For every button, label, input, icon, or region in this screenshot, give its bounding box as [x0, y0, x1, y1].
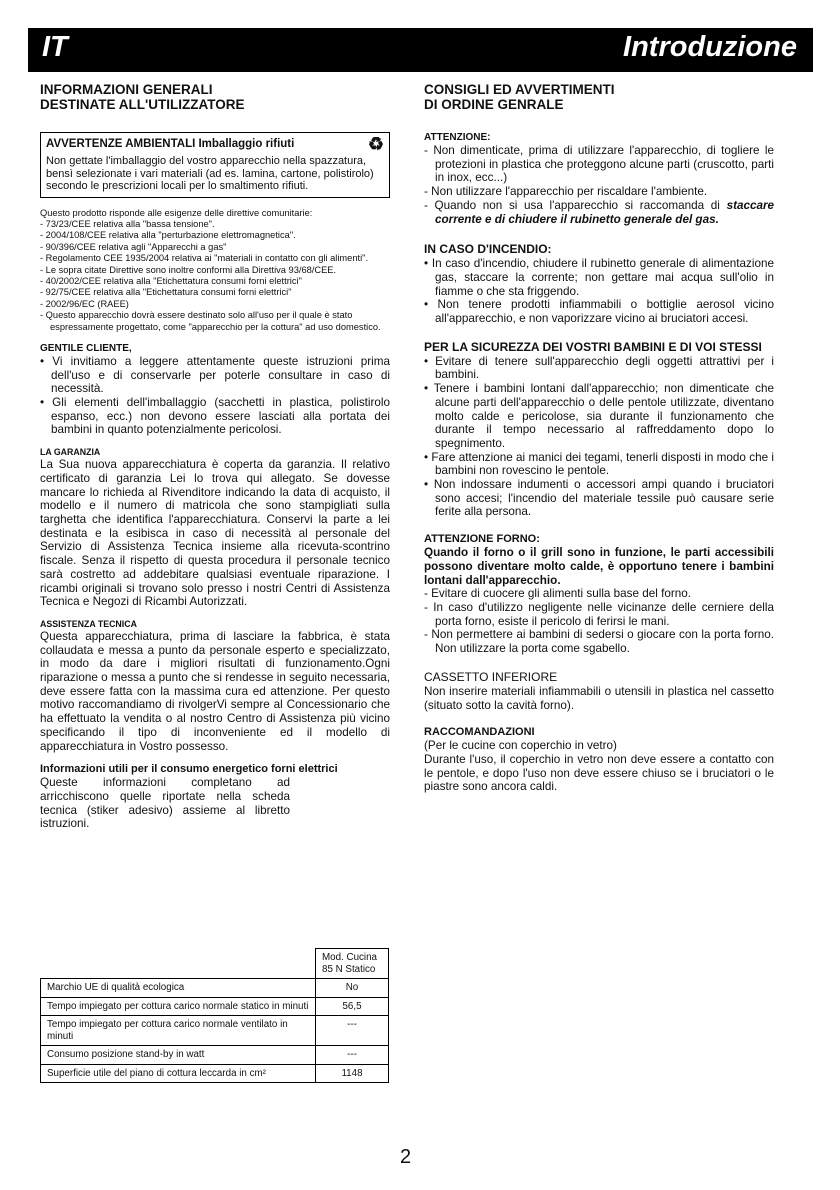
attenzione-list [424, 144, 774, 226]
directive-item: - 90/396/CEE relativa agli "Apparecchi a gas" [40, 241, 227, 252]
list-item: • Tenere i bambini lontani dall'apparecchio; non dimenticate che alcune parti dell'apparecchio o delle pentole utilizzate, diventano molto calde e pericolose, sia durante il funzionamento che durante il tempo necessario al raffreddamento dopo lo spegnimento. [424, 382, 774, 450]
directive-item: - 92/75/CEE relativa alla "Etichettatura consumi forni elettrici" [40, 287, 292, 298]
incendio-title: IN CASO D'INCENDIO: [424, 242, 552, 257]
cassetto-text: Non inserire materiali infiammabili o utensili in plastica nel cassetto (situato sotto la cavità forno). [424, 684, 774, 712]
table-cell-label: Consumo posizione stand-by in watt [41, 1046, 316, 1065]
directives-intro: Questo prodotto risponde alle esigenze delle direttive comunitarie: [40, 207, 313, 218]
left-heading-line1: INFORMAZIONI GENERALI [40, 82, 213, 97]
garanzia-title: LA GARANZIA [40, 447, 101, 458]
directive-item: - 2004/108/CEE relativa alla "perturbazione elettromagnetica". [40, 230, 296, 241]
forno-title: ATTENZIONE FORNO: [424, 533, 540, 546]
emphasis-text: staccare corrente e di chiudere il rubinetto generale del gas. [435, 198, 775, 226]
forno-list [424, 587, 774, 656]
assistenza-title: ASSISTENZA TECNICA [40, 618, 137, 629]
environment-warning-title: AVVERTENZE AMBIENTALI Imballaggio rifiuti [46, 138, 295, 150]
directive-item: - Regolamento CEE 1935/2004 relativa ai "materiali in contatto con gli alimenti". [40, 253, 369, 264]
table-cell-value: --- [316, 1016, 389, 1046]
list-item: • Gli elementi dell'imballaggio (sacchetti in plastica, polistirolo espanso, ecc.) non devono essere lasciati alla portata dei bambini in quanto potenzialmente pericolosi. [40, 396, 390, 437]
table-row [41, 1064, 389, 1083]
table-row [41, 979, 389, 998]
table-cell-value: No [316, 979, 389, 998]
page-header [28, 28, 813, 72]
left-column [40, 82, 390, 831]
directive-item: - Questo apparecchio dovrà essere destinato solo all'uso per il quale è stato espressamente progettato, come "apparecchio per la cottura" ad uso domestico. [40, 310, 381, 332]
left-heading [40, 82, 390, 112]
table-cell-label: Tempo impiegato per cottura carico normale statico in minuti [41, 997, 316, 1016]
directive-item: - 40/2002/CEE relativa alla "Etichettatura consumi forni elettrici" [40, 275, 302, 286]
energy-table [40, 948, 389, 1083]
raccomandazioni-title: RACCOMANDAZIONI [424, 726, 535, 739]
right-heading-line2: DI ORDINE GENRALE [424, 97, 564, 112]
list-item: - In caso d'utilizzo negligente nelle vicinanze delle cerniere della porta forno, esiste il pericolo di ferirsi le mani. [424, 600, 774, 628]
table-cell-value: 56,5 [316, 997, 389, 1016]
bambini-list [424, 355, 774, 519]
right-column [424, 82, 774, 794]
gentile-cliente-title: GENTILE CLIENTE, [40, 342, 132, 354]
directive-item: - 73/23/CEE relativa alla "bassa tensione". [40, 218, 215, 229]
assistenza-text: Questa apparecchiatura, prima di lasciare la fabbrica, è stata collaudata e messa a punto da personale esperto e specializzato, in modo da dare i migliori risultati di funzionamento.Ogni riparazione o messa a punto che si rendesse in seguito necessaria, deve essere fatta con la massima cura ed attenzione. Per questo motivo raccomandiamo di rivolgerVi sempre al Concessionario che ha effettuato la vendita o al nostro Centro di Assistenza più vicino specificando il tipo di inconveniente ed il modello di apparecchiatura in Vostro possesso. [40, 629, 390, 753]
list-item: • Evitare di tenere sull'apparecchio degli oggetti attrattivi per i bambini. [424, 354, 774, 382]
directive-item: - Le sopra citate Direttive sono inoltre conformi alla Direttiva 93/68/CEE. [40, 264, 337, 275]
garanzia-text: La Sua nuova apparecchiatura è coperta da garanzia. Il relativo certificato di garanzia Lei lo trova qui allegato. Se dovesse mancare lo richieda al Rivenditore indicando la data di acquisto, il modello e il numero di matricola che sono stampigliati sulla targhetta che identifica l'apparecchiatura. Conservi la parte a lei destinata e la esibisca in caso di necessità al personale del Servizio di Assistenza Tecnica insieme alla ricevuta-scontrino fiscale. Senza il rispetto di questa procedura il personale tecnico sarà costretto ad addebitare qualsiasi eventuale riparazione. I ricambi originali si trovano solo presso i nostri Centri di Assistenza Tecnica e Negozi di Ricambi Autorizzati. [40, 458, 390, 609]
raccomandazioni-note: (Per le cucine con coperchio in vetro) [424, 739, 617, 753]
table-row [41, 1046, 389, 1065]
raccomandazioni-text: Durante l'uso, il coperchio in vetro non deve essere a contatto con le pentole, e dopo l'uso non deve essere chiuso se i bruciatori o le piastre sono ancora caldi. [424, 752, 774, 794]
table-cell-label: Tempo impiegato per cottura carico normale ventilato in minuti [41, 1016, 316, 1046]
table-cell-label: Superficie utile del piano di cottura leccarda in cm² [41, 1064, 316, 1083]
info-energy-text: Queste informazioni completano ad arricchiscono quelle riportate nella scheda tecnica (stiker adesivo) assieme al libretto istruzioni. [40, 776, 290, 831]
table-row [41, 1016, 389, 1046]
list-item: • In caso d'incendio, chiudere il rubinetto generale di alimentazione gas, staccare la corrente; non gettare mai acqua sull'olio in fiamme o che sta friggendo. [424, 257, 774, 298]
list-item: • Fare attenzione ai manici dei tegami, tenerli disposti in modo che i bambini non rovescino le pentole. [424, 450, 774, 478]
table-header: Mod. Cucina 85 N Statico [316, 949, 389, 979]
list-item-text: - Quando non si usa l'apparecchio si raccomanda di [424, 198, 720, 212]
gentile-cliente-list [40, 355, 390, 437]
bambini-title: PER LA SICUREZZA DEI VOSTRI BAMBINI E DI VOI STESSI [424, 339, 762, 354]
right-heading-line1: CONSIGLI ED AVVERTIMENTI [424, 82, 615, 97]
directive-item: - 2002/96/EC (RAEE) [40, 298, 129, 309]
list-item: - Non dimenticate, prima di utilizzare l'apparecchio, di togliere le protezioni in plastica che proteggono alcune parti (cruscotto, parti in inox, ecc...) [424, 144, 774, 185]
incendio-list [424, 257, 774, 326]
environment-warning-text: Non gettate l'imballaggio del vostro apparecchio nella spazzatura, bensì selezionate i vari materiali (ad es. lamina, cartone, polistirolo) secondo le prescrizioni locali per lo smaltimento rifiuti. [46, 155, 374, 192]
list-item [424, 199, 774, 226]
table-cell-value: --- [316, 1046, 389, 1065]
section-title: Introduzione [623, 31, 797, 63]
table-row [41, 997, 389, 1016]
table-cell-value: 1148 [316, 1064, 389, 1083]
list-item: • Non indossare indumenti o accessori ampi quando i bruciatori sono accesi; l'incendio del materiale tessile può causare serie ferite alla persona. [424, 478, 774, 519]
directives-block [40, 208, 390, 333]
list-item: - Evitare di cuocere gli alimenti sulla base del forno. [424, 587, 691, 601]
list-item: - Non permettere ai bambini di sedersi o giocare con la porta forno. Non utilizzare la porta come sgabello. [424, 628, 774, 656]
attenzione-title: ATTENZIONE: [424, 132, 491, 143]
left-heading-line2: DESTINATE ALL'UTILIZZATORE [40, 97, 245, 112]
info-energy-title: Informazioni utili per il consumo energetico forni elettrici [40, 763, 338, 776]
recycle-icon: ♻ [367, 134, 384, 154]
list-item: • Non tenere prodotti infiammabili o bottiglie aerosol vicino all'apparecchio, e non vaporizzare vicino ai bruciatori accesi. [424, 298, 774, 326]
list-item: - Non utilizzare l'apparecchio per riscaldare l'ambiente. [424, 185, 708, 199]
language-code: IT [42, 31, 68, 63]
table-cell-label: Marchio UE di qualità ecologica [41, 979, 316, 998]
cassetto-title: CASSETTO INFERIORE [424, 669, 558, 684]
right-heading [424, 82, 774, 112]
forno-warning: Quando il forno o il grill sono in funzione, le parti accessibili possono diventare molto calde, è opportuno tenere i bambini lontani dall'apparecchio. [424, 546, 774, 587]
environment-warning-box [40, 132, 390, 198]
list-item: • Vi invitiamo a leggere attentamente queste istruzioni prima dell'uso e di conservarle per poterle consultare in caso di necessità. [40, 354, 390, 396]
page-number: 2 [400, 1146, 412, 1168]
